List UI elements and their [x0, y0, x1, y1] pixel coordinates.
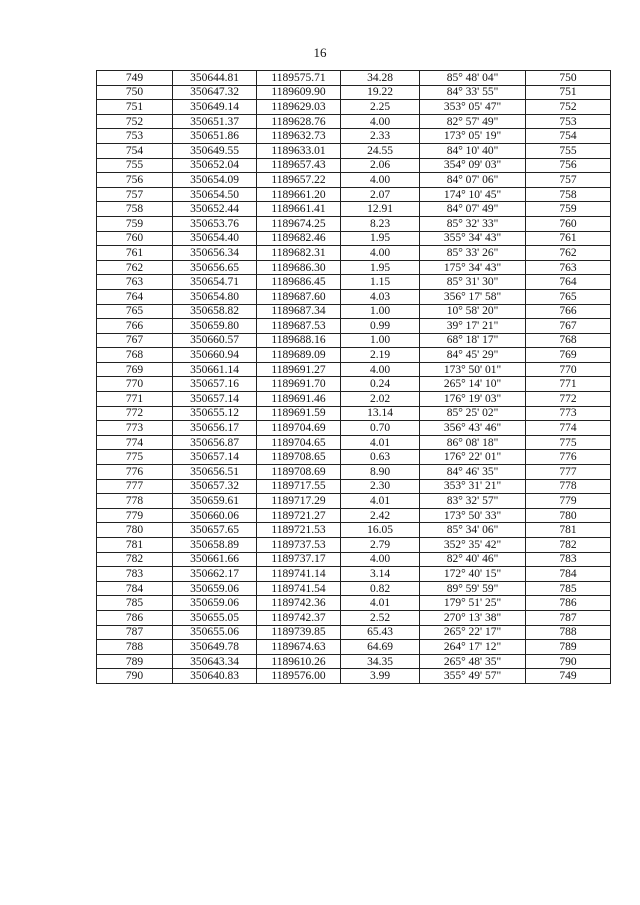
cell-y-coordinate: 1189682.31: [257, 246, 341, 261]
cell-x-coordinate: 350653.76: [173, 216, 257, 231]
cell-y-coordinate: 1189741.54: [257, 581, 341, 596]
cell-y-coordinate: 1189575.71: [257, 71, 341, 86]
cell-point-from: 778: [97, 494, 173, 509]
cell-x-coordinate: 350656.87: [173, 435, 257, 450]
cell-point-from: 771: [97, 392, 173, 407]
table-row: [97, 187, 611, 202]
cell-x-coordinate: 350659.61: [173, 494, 257, 509]
cell-distance: 1.00: [341, 333, 420, 348]
cell-distance: 8.23: [341, 216, 420, 231]
cell-bearing: 84° 33' 55": [420, 85, 526, 100]
cell-x-coordinate: 350655.06: [173, 625, 257, 640]
cell-point-to: 752: [526, 100, 611, 115]
cell-point-from: 754: [97, 143, 173, 158]
cell-point-to: 757: [526, 173, 611, 188]
cell-point-to: 771: [526, 377, 611, 392]
cell-bearing: 176° 22' 01": [420, 450, 526, 465]
cell-distance: 0.63: [341, 450, 420, 465]
table-row: [97, 304, 611, 319]
cell-point-from: 789: [97, 654, 173, 669]
cell-distance: 4.00: [341, 552, 420, 567]
cell-x-coordinate: 350654.80: [173, 289, 257, 304]
cell-x-coordinate: 350657.14: [173, 450, 257, 465]
cell-y-coordinate: 1189610.26: [257, 654, 341, 669]
cell-x-coordinate: 350661.14: [173, 362, 257, 377]
cell-bearing: 85° 48' 04": [420, 71, 526, 86]
cell-distance: 3.99: [341, 669, 420, 684]
table-row: [97, 479, 611, 494]
table-row: [97, 85, 611, 100]
cell-y-coordinate: 1189686.30: [257, 260, 341, 275]
table-row: [97, 129, 611, 144]
cell-distance: 2.33: [341, 129, 420, 144]
cell-x-coordinate: 350655.12: [173, 406, 257, 421]
cell-x-coordinate: 350659.80: [173, 319, 257, 334]
cell-distance: 4.03: [341, 289, 420, 304]
cell-x-coordinate: 350647.32: [173, 85, 257, 100]
page-number: 16: [313, 45, 327, 60]
cell-x-coordinate: 350649.78: [173, 640, 257, 655]
cell-point-from: 761: [97, 246, 173, 261]
cell-bearing: 10° 58' 20": [420, 304, 526, 319]
cell-y-coordinate: 1189632.73: [257, 129, 341, 144]
table-row: [97, 610, 611, 625]
cell-bearing: 175° 34' 43": [420, 260, 526, 275]
cell-point-from: 753: [97, 129, 173, 144]
cell-point-to: 783: [526, 552, 611, 567]
cell-point-from: 764: [97, 289, 173, 304]
coordinates-table-body: [97, 71, 611, 684]
cell-point-from: 773: [97, 421, 173, 436]
cell-distance: 24.55: [341, 143, 420, 158]
cell-point-to: 787: [526, 610, 611, 625]
cell-point-to: 786: [526, 596, 611, 611]
cell-distance: 0.70: [341, 421, 420, 436]
cell-x-coordinate: 350654.50: [173, 187, 257, 202]
cell-distance: 4.01: [341, 435, 420, 450]
cell-bearing: 83° 32' 57": [420, 494, 526, 509]
cell-x-coordinate: 350657.16: [173, 377, 257, 392]
cell-point-to: 765: [526, 289, 611, 304]
cell-y-coordinate: 1189737.17: [257, 552, 341, 567]
cell-y-coordinate: 1189633.01: [257, 143, 341, 158]
cell-bearing: 355° 34' 43": [420, 231, 526, 246]
cell-point-from: 757: [97, 187, 173, 202]
cell-x-coordinate: 350659.06: [173, 596, 257, 611]
cell-point-from: 782: [97, 552, 173, 567]
cell-point-from: 766: [97, 319, 173, 334]
cell-x-coordinate: 350659.06: [173, 581, 257, 596]
table-row: [97, 143, 611, 158]
table-row: [97, 362, 611, 377]
table-row: [97, 275, 611, 290]
table-row: [97, 392, 611, 407]
cell-bearing: 89° 59' 59": [420, 581, 526, 596]
cell-y-coordinate: 1189691.46: [257, 392, 341, 407]
cell-y-coordinate: 1189657.22: [257, 173, 341, 188]
cell-distance: 3.14: [341, 567, 420, 582]
cell-point-from: 788: [97, 640, 173, 655]
cell-y-coordinate: 1189691.27: [257, 362, 341, 377]
table-row: [97, 465, 611, 480]
cell-distance: 4.00: [341, 114, 420, 129]
cell-point-to: 778: [526, 479, 611, 494]
cell-point-to: 762: [526, 246, 611, 261]
cell-y-coordinate: 1189721.27: [257, 508, 341, 523]
cell-point-to: 750: [526, 71, 611, 86]
cell-bearing: 172° 40' 15": [420, 567, 526, 582]
cell-y-coordinate: 1189742.37: [257, 610, 341, 625]
table-row: [97, 319, 611, 334]
cell-point-from: 781: [97, 538, 173, 553]
table-row: [97, 552, 611, 567]
cell-distance: 34.28: [341, 71, 420, 86]
cell-point-from: 749: [97, 71, 173, 86]
cell-y-coordinate: 1189717.55: [257, 479, 341, 494]
cell-point-from: 752: [97, 114, 173, 129]
cell-y-coordinate: 1189686.45: [257, 275, 341, 290]
cell-x-coordinate: 350652.04: [173, 158, 257, 173]
cell-bearing: 270° 13' 38": [420, 610, 526, 625]
cell-bearing: 355° 49' 57": [420, 669, 526, 684]
cell-point-to: 751: [526, 85, 611, 100]
cell-y-coordinate: 1189691.59: [257, 406, 341, 421]
cell-distance: 8.90: [341, 465, 420, 480]
cell-x-coordinate: 350655.05: [173, 610, 257, 625]
cell-distance: 2.07: [341, 187, 420, 202]
cell-bearing: 265° 48' 35": [420, 654, 526, 669]
cell-x-coordinate: 350657.14: [173, 392, 257, 407]
cell-point-to: 770: [526, 362, 611, 377]
cell-point-from: 759: [97, 216, 173, 231]
cell-y-coordinate: 1189687.60: [257, 289, 341, 304]
cell-point-to: 760: [526, 216, 611, 231]
cell-bearing: 85° 33' 26": [420, 246, 526, 261]
cell-y-coordinate: 1189687.53: [257, 319, 341, 334]
table-row: [97, 508, 611, 523]
cell-point-from: 760: [97, 231, 173, 246]
table-row: [97, 202, 611, 217]
cell-point-to: 767: [526, 319, 611, 334]
cell-bearing: 84° 07' 49": [420, 202, 526, 217]
cell-bearing: 353° 05' 47": [420, 100, 526, 115]
table-row: [97, 289, 611, 304]
cell-point-to: 781: [526, 523, 611, 538]
cell-point-to: 758: [526, 187, 611, 202]
cell-point-from: 776: [97, 465, 173, 480]
cell-point-to: 784: [526, 567, 611, 582]
cell-distance: 1.95: [341, 231, 420, 246]
cell-x-coordinate: 350644.81: [173, 71, 257, 86]
cell-bearing: 265° 14' 10": [420, 377, 526, 392]
cell-x-coordinate: 350657.65: [173, 523, 257, 538]
cell-distance: 4.00: [341, 173, 420, 188]
cell-point-from: 790: [97, 669, 173, 684]
cell-bearing: 84° 45' 29": [420, 348, 526, 363]
table-row: [97, 333, 611, 348]
cell-y-coordinate: 1189688.16: [257, 333, 341, 348]
cell-point-from: 783: [97, 567, 173, 582]
cell-distance: 2.42: [341, 508, 420, 523]
cell-bearing: 173° 50' 33": [420, 508, 526, 523]
cell-x-coordinate: 350651.86: [173, 129, 257, 144]
cell-point-to: 769: [526, 348, 611, 363]
cell-y-coordinate: 1189737.53: [257, 538, 341, 553]
cell-distance: 1.00: [341, 304, 420, 319]
table-row: [97, 654, 611, 669]
cell-bearing: 173° 05' 19": [420, 129, 526, 144]
cell-y-coordinate: 1189742.36: [257, 596, 341, 611]
cell-point-to: 777: [526, 465, 611, 480]
table-row: [97, 640, 611, 655]
table-row: [97, 494, 611, 509]
cell-bearing: 352° 35' 42": [420, 538, 526, 553]
cell-y-coordinate: 1189708.69: [257, 465, 341, 480]
cell-bearing: 174° 10' 45": [420, 187, 526, 202]
cell-bearing: 176° 19' 03": [420, 392, 526, 407]
cell-point-from: 787: [97, 625, 173, 640]
cell-point-from: 762: [97, 260, 173, 275]
cell-bearing: 85° 32' 33": [420, 216, 526, 231]
cell-y-coordinate: 1189741.14: [257, 567, 341, 582]
cell-distance: 12.91: [341, 202, 420, 217]
cell-distance: 1.15: [341, 275, 420, 290]
cell-point-from: 774: [97, 435, 173, 450]
cell-x-coordinate: 350662.17: [173, 567, 257, 582]
table-row: [97, 114, 611, 129]
cell-point-to: 764: [526, 275, 611, 290]
cell-point-to: 779: [526, 494, 611, 509]
cell-y-coordinate: 1189609.90: [257, 85, 341, 100]
cell-point-to: 761: [526, 231, 611, 246]
cell-bearing: 84° 07' 06": [420, 173, 526, 188]
cell-bearing: 179° 51' 25": [420, 596, 526, 611]
cell-bearing: 265° 22' 17": [420, 625, 526, 640]
cell-point-to: 755: [526, 143, 611, 158]
cell-x-coordinate: 350658.82: [173, 304, 257, 319]
cell-point-to: 753: [526, 114, 611, 129]
cell-distance: 0.82: [341, 581, 420, 596]
cell-y-coordinate: 1189687.34: [257, 304, 341, 319]
cell-bearing: 173° 50' 01": [420, 362, 526, 377]
cell-y-coordinate: 1189629.03: [257, 100, 341, 115]
table-row: [97, 596, 611, 611]
cell-point-from: 785: [97, 596, 173, 611]
cell-x-coordinate: 350654.40: [173, 231, 257, 246]
cell-point-from: 755: [97, 158, 173, 173]
cell-point-to: 782: [526, 538, 611, 553]
cell-x-coordinate: 350660.57: [173, 333, 257, 348]
cell-bearing: 84° 10' 40": [420, 143, 526, 158]
cell-x-coordinate: 350652.44: [173, 202, 257, 217]
cell-distance: 2.52: [341, 610, 420, 625]
cell-point-to: 789: [526, 640, 611, 655]
table-row: [97, 348, 611, 363]
cell-point-to: 774: [526, 421, 611, 436]
cell-point-from: 777: [97, 479, 173, 494]
cell-point-from: 780: [97, 523, 173, 538]
coordinates-table: [96, 70, 611, 684]
cell-distance: 2.19: [341, 348, 420, 363]
cell-x-coordinate: 350660.94: [173, 348, 257, 363]
cell-y-coordinate: 1189628.76: [257, 114, 341, 129]
cell-point-to: 785: [526, 581, 611, 596]
cell-x-coordinate: 350649.14: [173, 100, 257, 115]
cell-y-coordinate: 1189704.69: [257, 421, 341, 436]
cell-point-to: 756: [526, 158, 611, 173]
cell-x-coordinate: 350656.51: [173, 465, 257, 480]
cell-point-to: 773: [526, 406, 611, 421]
cell-point-to: 775: [526, 435, 611, 450]
table-row: [97, 216, 611, 231]
cell-x-coordinate: 350640.83: [173, 669, 257, 684]
cell-y-coordinate: 1189721.53: [257, 523, 341, 538]
cell-distance: 19.22: [341, 85, 420, 100]
cell-bearing: 356° 17' 58": [420, 289, 526, 304]
cell-point-from: 765: [97, 304, 173, 319]
cell-point-from: 775: [97, 450, 173, 465]
cell-point-to: 768: [526, 333, 611, 348]
cell-point-from: 758: [97, 202, 173, 217]
table-row: [97, 377, 611, 392]
cell-bearing: 85° 31' 30": [420, 275, 526, 290]
cell-point-to: 749: [526, 669, 611, 684]
cell-y-coordinate: 1189691.70: [257, 377, 341, 392]
cell-distance: 0.99: [341, 319, 420, 334]
cell-y-coordinate: 1189682.46: [257, 231, 341, 246]
cell-distance: 16.05: [341, 523, 420, 538]
cell-distance: 1.95: [341, 260, 420, 275]
cell-point-from: 784: [97, 581, 173, 596]
cell-y-coordinate: 1189661.41: [257, 202, 341, 217]
cell-bearing: 68° 18' 17": [420, 333, 526, 348]
cell-point-from: 767: [97, 333, 173, 348]
table-row: [97, 100, 611, 115]
cell-y-coordinate: 1189704.65: [257, 435, 341, 450]
cell-distance: 64.69: [341, 640, 420, 655]
cell-distance: 4.01: [341, 596, 420, 611]
cell-x-coordinate: 350649.55: [173, 143, 257, 158]
cell-point-from: 770: [97, 377, 173, 392]
cell-distance: 4.00: [341, 246, 420, 261]
cell-bearing: 82° 40' 46": [420, 552, 526, 567]
table-row: [97, 158, 611, 173]
cell-y-coordinate: 1189689.09: [257, 348, 341, 363]
cell-point-to: 780: [526, 508, 611, 523]
table-row: [97, 625, 611, 640]
table-row: [97, 71, 611, 86]
cell-x-coordinate: 350651.37: [173, 114, 257, 129]
cell-x-coordinate: 350657.32: [173, 479, 257, 494]
cell-distance: 2.02: [341, 392, 420, 407]
table-row: [97, 567, 611, 582]
cell-point-from: 769: [97, 362, 173, 377]
cell-x-coordinate: 350661.66: [173, 552, 257, 567]
table-row: [97, 669, 611, 684]
table-row: [97, 581, 611, 596]
cell-distance: 13.14: [341, 406, 420, 421]
cell-point-from: 786: [97, 610, 173, 625]
table-row: [97, 450, 611, 465]
cell-y-coordinate: 1189576.00: [257, 669, 341, 684]
cell-point-from: 751: [97, 100, 173, 115]
cell-point-to: 776: [526, 450, 611, 465]
cell-x-coordinate: 350656.17: [173, 421, 257, 436]
cell-y-coordinate: 1189674.25: [257, 216, 341, 231]
cell-distance: 4.00: [341, 362, 420, 377]
cell-bearing: 84° 46' 35": [420, 465, 526, 480]
cell-distance: 0.24: [341, 377, 420, 392]
cell-distance: 65.43: [341, 625, 420, 640]
cell-x-coordinate: 350656.65: [173, 260, 257, 275]
cell-bearing: 356° 43' 46": [420, 421, 526, 436]
cell-y-coordinate: 1189674.63: [257, 640, 341, 655]
cell-x-coordinate: 350658.89: [173, 538, 257, 553]
cell-y-coordinate: 1189708.65: [257, 450, 341, 465]
cell-point-to: 788: [526, 625, 611, 640]
cell-bearing: 86° 08' 18": [420, 435, 526, 450]
table-row: [97, 260, 611, 275]
cell-point-to: 772: [526, 392, 611, 407]
cell-bearing: 85° 34' 06": [420, 523, 526, 538]
cell-point-from: 772: [97, 406, 173, 421]
cell-distance: 34.35: [341, 654, 420, 669]
cell-y-coordinate: 1189661.20: [257, 187, 341, 202]
cell-distance: 2.30: [341, 479, 420, 494]
cell-x-coordinate: 350654.71: [173, 275, 257, 290]
table-row: [97, 538, 611, 553]
table-row: [97, 231, 611, 246]
table-row: [97, 421, 611, 436]
cell-point-to: 790: [526, 654, 611, 669]
cell-point-from: 779: [97, 508, 173, 523]
table-row: [97, 173, 611, 188]
table-row: [97, 435, 611, 450]
cell-bearing: 39° 17' 21": [420, 319, 526, 334]
cell-y-coordinate: 1189657.43: [257, 158, 341, 173]
cell-x-coordinate: 350654.09: [173, 173, 257, 188]
table-row: [97, 523, 611, 538]
cell-x-coordinate: 350643.34: [173, 654, 257, 669]
cell-distance: 2.79: [341, 538, 420, 553]
cell-point-from: 750: [97, 85, 173, 100]
cell-point-to: 766: [526, 304, 611, 319]
cell-x-coordinate: 350660.06: [173, 508, 257, 523]
cell-distance: 2.25: [341, 100, 420, 115]
cell-x-coordinate: 350656.34: [173, 246, 257, 261]
cell-bearing: 354° 09' 03": [420, 158, 526, 173]
cell-point-from: 756: [97, 173, 173, 188]
table-row: [97, 246, 611, 261]
cell-bearing: 353° 31' 21": [420, 479, 526, 494]
cell-distance: 4.01: [341, 494, 420, 509]
cell-distance: 2.06: [341, 158, 420, 173]
cell-bearing: 264° 17' 12": [420, 640, 526, 655]
cell-point-from: 763: [97, 275, 173, 290]
cell-point-to: 759: [526, 202, 611, 217]
cell-point-to: 763: [526, 260, 611, 275]
table-row: [97, 406, 611, 421]
cell-y-coordinate: 1189739.85: [257, 625, 341, 640]
cell-point-to: 754: [526, 129, 611, 144]
cell-bearing: 85° 25' 02": [420, 406, 526, 421]
cell-point-from: 768: [97, 348, 173, 363]
cell-y-coordinate: 1189717.29: [257, 494, 341, 509]
cell-bearing: 82° 57' 49": [420, 114, 526, 129]
